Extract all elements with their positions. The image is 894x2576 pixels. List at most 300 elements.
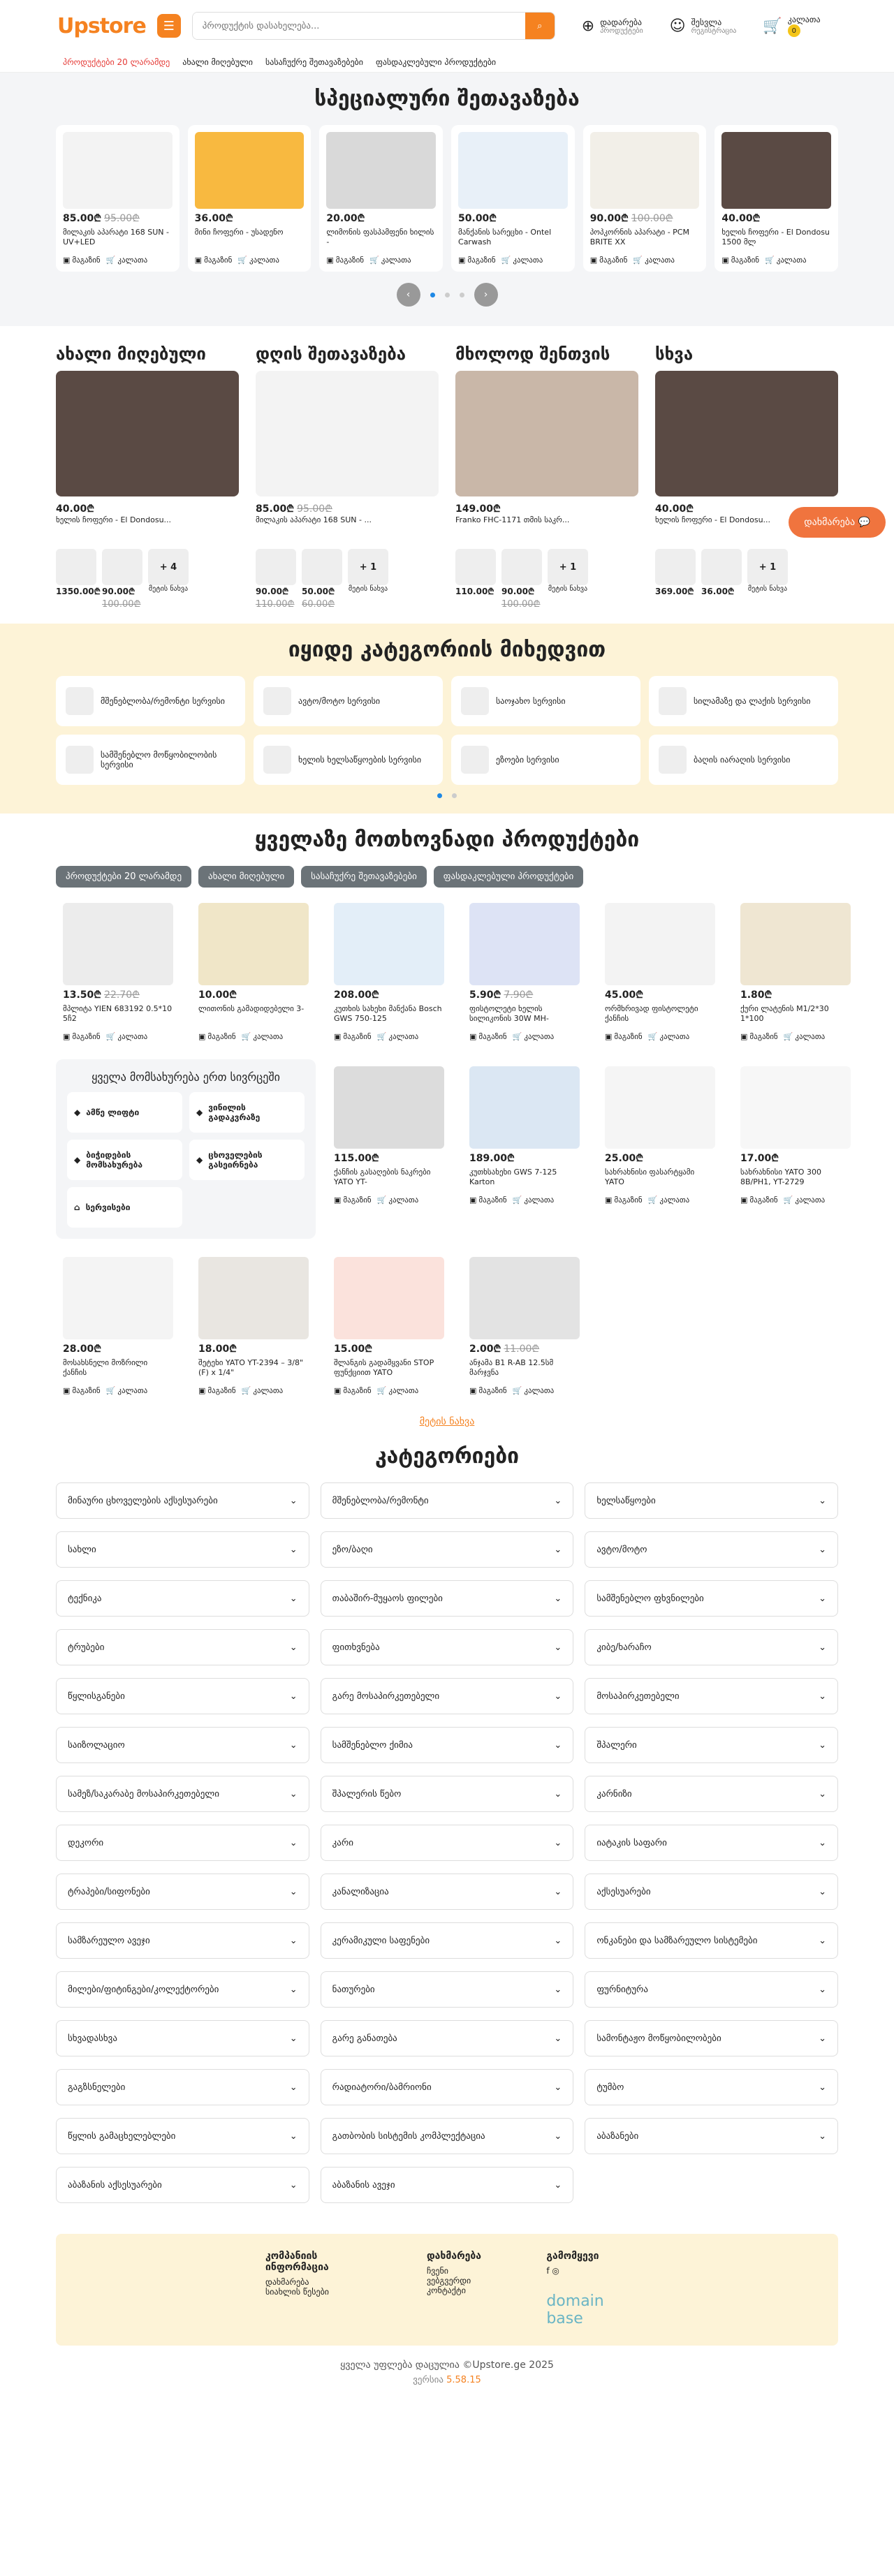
category-label: კიბე/ხარაჩო bbox=[596, 1642, 652, 1653]
product-image[interactable] bbox=[469, 1066, 580, 1149]
product-image[interactable] bbox=[721, 132, 831, 209]
service-icon: ◆ bbox=[196, 1155, 203, 1165]
add-to-cart-button[interactable] bbox=[513, 1032, 555, 1041]
buy-button[interactable] bbox=[458, 256, 496, 265]
product-name[interactable]: სახრახნისი ფასარტყამი YATO bbox=[605, 1168, 695, 1187]
old-price: 22.70₾ bbox=[104, 989, 140, 1001]
mini-image[interactable] bbox=[256, 549, 296, 585]
product-image[interactable] bbox=[326, 132, 436, 209]
category-accordion-item[interactable] bbox=[585, 2069, 838, 2105]
mini-price: 90.00₾ bbox=[256, 587, 289, 596]
add-to-cart-button[interactable] bbox=[784, 1195, 826, 1205]
product-card[interactable] bbox=[56, 896, 180, 1048]
cart-label: კალათა bbox=[524, 1386, 555, 1395]
chevron-down-icon: ⌄ bbox=[289, 1495, 298, 1506]
cart-icon: 🛒 bbox=[512, 1032, 522, 1041]
category-accordion-item[interactable] bbox=[585, 1825, 838, 1861]
category-accordion-item[interactable] bbox=[56, 1922, 309, 1959]
product-name[interactable]: პოპკორნის აპარატი - PCM BRITE XX bbox=[589, 228, 689, 247]
category-accordion-item[interactable] bbox=[56, 2020, 309, 2056]
category-label: კანალიზაცია bbox=[332, 1886, 389, 1897]
service-icon: ⌂ bbox=[74, 1202, 80, 1212]
facebook-icon[interactable]: f ◎ bbox=[546, 2266, 559, 2276]
mini-product[interactable] bbox=[256, 549, 296, 610]
column-title: ახალი მიღებული bbox=[56, 344, 206, 364]
category-accordion-item[interactable] bbox=[321, 1482, 574, 1519]
category-accordion-item[interactable] bbox=[585, 1580, 838, 1617]
compare-icon: ⊕ bbox=[581, 17, 595, 35]
chevron-down-icon: ⌄ bbox=[289, 1593, 298, 1604]
category-label: ტრაპები/სიფონები bbox=[68, 1886, 150, 1897]
mini-image[interactable] bbox=[302, 549, 342, 585]
category-card[interactable] bbox=[649, 735, 838, 785]
category-accordion-item[interactable] bbox=[585, 1482, 838, 1519]
category-grid bbox=[0, 676, 894, 785]
see-all-link[interactable]: მეტის ნახვა bbox=[419, 1416, 475, 1427]
category-card[interactable] bbox=[56, 676, 245, 726]
mini-product[interactable] bbox=[701, 549, 742, 597]
chevron-down-icon: ⌄ bbox=[554, 2130, 562, 2142]
product-card[interactable] bbox=[598, 896, 722, 1048]
featured-image[interactable] bbox=[455, 371, 638, 496]
mini-old-price: 100.00₾ bbox=[501, 599, 541, 610]
mini-product[interactable] bbox=[302, 549, 342, 610]
category-accordion-item[interactable] bbox=[321, 1874, 574, 1910]
category-accordion-item[interactable] bbox=[56, 1727, 309, 1763]
buy-button[interactable] bbox=[334, 1032, 372, 1041]
filter-chip[interactable]: პროდუქტები 20 ლარამდე bbox=[56, 866, 191, 888]
category-accordion-item[interactable] bbox=[56, 1825, 309, 1861]
prev-arrow-icon[interactable]: ‹ bbox=[397, 283, 420, 307]
product-price: 208.00₾ bbox=[334, 989, 379, 1001]
buy-button[interactable] bbox=[740, 1032, 778, 1041]
mini-image[interactable] bbox=[701, 549, 742, 585]
product-image[interactable] bbox=[605, 903, 715, 985]
mini-image[interactable] bbox=[455, 549, 496, 585]
buy-button[interactable] bbox=[740, 1195, 778, 1205]
category-accordion-item[interactable] bbox=[585, 1922, 838, 1959]
product-card[interactable] bbox=[462, 1059, 587, 1239]
old-price: 11.00₾ bbox=[504, 1344, 540, 1355]
add-to-cart-button[interactable] bbox=[242, 1386, 284, 1395]
category-card[interactable] bbox=[649, 676, 838, 726]
buy-button[interactable] bbox=[605, 1032, 643, 1041]
mini-products bbox=[56, 549, 239, 610]
category-label: მშენებლობა/რემონტი სერვისი bbox=[101, 696, 225, 706]
product-name[interactable]: სახრახნისი YATO 300 8B/PH1, YT-2729 bbox=[740, 1168, 821, 1187]
product-image[interactable] bbox=[63, 132, 173, 209]
category-card[interactable] bbox=[254, 676, 443, 726]
product-image[interactable] bbox=[469, 903, 580, 985]
category-label: მოსაპირკეთებელი bbox=[596, 1691, 680, 1702]
product-actions bbox=[721, 256, 831, 265]
login-link[interactable] bbox=[670, 17, 737, 35]
nav-item[interactable]: სასაჩუქრე შეთავაზებები bbox=[265, 57, 363, 67]
nav-item[interactable]: პროდუქტები 20 ლარამდე bbox=[63, 57, 170, 67]
chevron-down-icon: ⌄ bbox=[819, 1544, 826, 1555]
category-card[interactable] bbox=[451, 676, 640, 726]
product-price: 15.00₾ bbox=[334, 1344, 373, 1355]
carousel-dot[interactable] bbox=[452, 793, 457, 798]
product-name[interactable]: შეტეხი YATO YT-2394 – 3/8"(F) x 1/4" bbox=[198, 1358, 304, 1378]
mini-price: 369.00₾ bbox=[655, 587, 694, 596]
product-name[interactable]: ქანჩის გასაღების ნაკრები YATO YT- bbox=[334, 1168, 431, 1187]
product-card[interactable] bbox=[191, 896, 316, 1048]
add-to-cart-button[interactable] bbox=[237, 256, 279, 265]
product-image[interactable] bbox=[740, 903, 851, 985]
add-to-cart-button[interactable] bbox=[648, 1195, 690, 1205]
buy-button[interactable] bbox=[326, 256, 364, 265]
category-accordion-item[interactable] bbox=[56, 1776, 309, 1812]
product-image[interactable] bbox=[458, 132, 568, 209]
more-wrap bbox=[348, 549, 388, 610]
category-section bbox=[0, 624, 894, 814]
cart-link[interactable] bbox=[763, 15, 820, 37]
filter-chip[interactable]: ფასდაკლებული პროდუქტები bbox=[434, 866, 583, 888]
buy-button[interactable] bbox=[63, 256, 101, 265]
shop-icon: ▣ bbox=[605, 1195, 613, 1205]
footer-link[interactable]: ჩვენი ვებგვერდი bbox=[427, 2266, 471, 2286]
service-item[interactable] bbox=[189, 1092, 305, 1133]
mini-product[interactable] bbox=[56, 549, 101, 610]
category-card[interactable] bbox=[56, 735, 245, 785]
cart-icon: 🛒 bbox=[512, 1386, 522, 1395]
more-button[interactable]: + 1 bbox=[747, 549, 788, 585]
mini-image[interactable] bbox=[56, 549, 96, 585]
mini-product[interactable] bbox=[102, 549, 142, 610]
cart-icon: 🛒 bbox=[512, 1195, 522, 1205]
carousel-dot[interactable] bbox=[445, 293, 450, 297]
product-image[interactable] bbox=[334, 903, 444, 985]
product-name[interactable]: ანჯამა B1 R-AB 12.5სმ მარჯვნა bbox=[469, 1358, 554, 1378]
product-card[interactable] bbox=[598, 1059, 722, 1239]
product-card[interactable] bbox=[319, 125, 443, 272]
product-card[interactable] bbox=[327, 1250, 451, 1402]
product-price: 40.00₾ bbox=[655, 503, 694, 515]
popular-section bbox=[0, 814, 894, 1441]
service-icon: ◆ bbox=[74, 1155, 81, 1165]
shop-icon: ▣ bbox=[334, 1386, 342, 1395]
category-accordion-item[interactable] bbox=[321, 1922, 574, 1959]
category-accordion-item[interactable] bbox=[321, 1776, 574, 1812]
search-icon[interactable]: ⌕ bbox=[525, 13, 555, 39]
cart-label: კალათა bbox=[381, 256, 411, 265]
cart-icon: 🛒 bbox=[633, 256, 643, 265]
mini-old-price: 100.00₾ bbox=[102, 599, 141, 610]
category-accordion-item[interactable] bbox=[56, 1678, 309, 1714]
category-accordion-item[interactable] bbox=[585, 1776, 838, 1812]
compare-link[interactable] bbox=[582, 17, 643, 35]
mini-product[interactable] bbox=[501, 549, 542, 610]
category-accordion-item[interactable] bbox=[321, 1727, 574, 1763]
category-accordion-item[interactable] bbox=[56, 1874, 309, 1910]
featured-image[interactable] bbox=[256, 371, 439, 496]
category-icon bbox=[659, 687, 687, 715]
category-label: გარე მოსაპირკეთებელი bbox=[332, 1691, 440, 1702]
category-accordion-item[interactable] bbox=[56, 2118, 309, 2154]
category-label: კერამიკული საფენები bbox=[332, 1935, 430, 1946]
product-card[interactable] bbox=[451, 125, 575, 272]
logo[interactable]: Upstore bbox=[57, 13, 146, 38]
category-accordion-item[interactable] bbox=[585, 1971, 838, 2008]
buy-button[interactable] bbox=[334, 1195, 372, 1205]
product-name[interactable]: ლიმონის ფასპამფენი ხილის - bbox=[326, 228, 434, 247]
add-to-cart-button[interactable] bbox=[513, 1195, 555, 1205]
product-card[interactable] bbox=[733, 1059, 858, 1239]
cart-label: კალათა bbox=[388, 1032, 419, 1041]
four-columns bbox=[0, 326, 894, 624]
mini-product[interactable] bbox=[455, 549, 496, 610]
mini-product[interactable] bbox=[655, 549, 696, 597]
product-image[interactable] bbox=[740, 1066, 851, 1149]
buy-button[interactable] bbox=[605, 1195, 643, 1205]
footer-link[interactable]: სიახლის წესები bbox=[265, 2287, 330, 2297]
buy-button[interactable] bbox=[198, 1032, 236, 1041]
product-name[interactable]: კუთხის სახეხი მანქანა Bosch GWS 750-125 bbox=[334, 1004, 442, 1024]
category-dots bbox=[0, 785, 894, 798]
product-name[interactable]: მოსახსნელი მოზრილი ქანჩის bbox=[63, 1358, 148, 1378]
buy-button[interactable] bbox=[469, 1386, 507, 1395]
add-to-cart-button[interactable] bbox=[106, 1386, 148, 1395]
chevron-down-icon: ⌄ bbox=[289, 1935, 298, 1946]
mini-price: 110.00₾ bbox=[455, 587, 494, 596]
product-price: 149.00₾ bbox=[455, 503, 501, 515]
buy-label: მაგაზინ bbox=[207, 1386, 236, 1395]
add-to-cart-button[interactable] bbox=[377, 1195, 419, 1205]
mini-image[interactable] bbox=[655, 549, 696, 585]
footer-link[interactable]: კონტაქტი bbox=[427, 2286, 466, 2295]
carousel-dot[interactable] bbox=[460, 293, 464, 297]
feature-column bbox=[56, 344, 239, 610]
category-accordion-item[interactable] bbox=[585, 2118, 838, 2154]
next-arrow-icon[interactable]: › bbox=[474, 283, 498, 307]
category-accordion-item[interactable] bbox=[56, 1971, 309, 2008]
filter-chip[interactable]: სასაჩუქრე შეთავაზებები bbox=[301, 866, 427, 888]
product-image[interactable] bbox=[63, 1257, 173, 1339]
product-image[interactable] bbox=[334, 1066, 444, 1149]
special-offers-section bbox=[0, 73, 894, 326]
product-image[interactable] bbox=[63, 903, 173, 985]
add-to-cart-button[interactable] bbox=[377, 1032, 419, 1041]
chevron-down-icon: ⌄ bbox=[289, 1691, 298, 1702]
buy-button[interactable] bbox=[469, 1032, 507, 1041]
mini-image[interactable] bbox=[501, 549, 542, 585]
product-image[interactable] bbox=[198, 1257, 309, 1339]
add-to-cart-button[interactable] bbox=[106, 1032, 148, 1041]
buy-label: მაგაზინ bbox=[478, 1032, 507, 1041]
cart-label: კალათა bbox=[388, 1386, 419, 1395]
help-chat-button[interactable]: დახმარება 💬 bbox=[789, 507, 886, 538]
mini-price: 50.00₾ bbox=[302, 587, 335, 596]
category-accordion-item[interactable] bbox=[56, 1580, 309, 1617]
featured-image[interactable] bbox=[655, 371, 838, 496]
add-to-cart-button[interactable] bbox=[369, 256, 411, 265]
category-card[interactable] bbox=[254, 735, 443, 785]
product-card[interactable] bbox=[715, 125, 838, 272]
product-name[interactable]: კუთხსახეხი GWS 7-125 Karton bbox=[469, 1168, 557, 1187]
service-item[interactable] bbox=[67, 1140, 182, 1180]
compare-label: დადარება bbox=[600, 17, 642, 27]
category-accordion-item[interactable] bbox=[56, 1482, 309, 1519]
product-name[interactable]: მილაკის აპარატი 168 SUN - UV+LED bbox=[63, 228, 169, 247]
nav-item[interactable]: ფასდაკლებული პროდუქტები bbox=[375, 57, 497, 67]
service-label: ცხოველების გასეირნება bbox=[208, 1150, 263, 1170]
filter-chip[interactable]: ახალი მიღებული bbox=[198, 866, 294, 888]
add-to-cart-button[interactable] bbox=[106, 256, 148, 265]
category-accordion-item[interactable] bbox=[585, 1678, 838, 1714]
category-accordion-item[interactable] bbox=[321, 2069, 574, 2105]
category-accordion-item[interactable] bbox=[321, 1531, 574, 1568]
category-card[interactable] bbox=[451, 735, 640, 785]
more-button[interactable]: + 1 bbox=[548, 549, 588, 585]
category-accordion-item[interactable] bbox=[321, 1678, 574, 1714]
service-item[interactable] bbox=[67, 1092, 182, 1133]
featured-image[interactable] bbox=[56, 371, 239, 496]
category-label: მილები/ფიტინგები/კოლექტორები bbox=[68, 1984, 219, 1995]
product-price: 36.00₾ bbox=[194, 213, 233, 224]
product-card[interactable] bbox=[733, 896, 858, 1048]
cart-icon: 🛒 bbox=[765, 256, 775, 265]
menu-icon[interactable]: ☰ bbox=[157, 14, 181, 38]
add-to-cart-button[interactable] bbox=[784, 1032, 826, 1041]
more-label[interactable]: მეტის ნახვა bbox=[747, 585, 788, 593]
section-title: ყველაზე მოთხოვნადი პროდუქტები bbox=[254, 827, 640, 852]
product-name[interactable]: Franko FHC-1171 თმის საკრ... bbox=[455, 515, 570, 524]
buy-button[interactable] bbox=[63, 1386, 101, 1395]
more-button[interactable]: + 4 bbox=[148, 549, 189, 585]
category-accordion-item[interactable] bbox=[56, 1629, 309, 1665]
product-name[interactable]: მილაკის აპარატი 168 SUN - ... bbox=[256, 515, 372, 524]
more-label[interactable]: მეტის ნახვა bbox=[148, 585, 189, 593]
buy-label: მაგაზინ bbox=[599, 256, 628, 265]
product-image[interactable] bbox=[198, 903, 309, 985]
product-name[interactable]: შლანგის გადამყვანი STOP ფუნქციით YATO bbox=[334, 1358, 434, 1378]
shop-icon: ▣ bbox=[194, 256, 203, 265]
mini-image[interactable] bbox=[102, 549, 142, 585]
add-to-cart-button[interactable] bbox=[501, 256, 543, 265]
buy-button[interactable] bbox=[590, 256, 628, 265]
login-label: შესვლა bbox=[691, 17, 722, 27]
product-image[interactable] bbox=[334, 1257, 444, 1339]
category-accordion-item[interactable] bbox=[321, 2167, 574, 2203]
more-button[interactable]: + 1 bbox=[348, 549, 388, 585]
nav-item[interactable]: ახალი მიღებული bbox=[182, 57, 254, 67]
category-accordion-item[interactable] bbox=[585, 1531, 838, 1568]
add-to-cart-button[interactable] bbox=[648, 1032, 690, 1041]
category-accordion-item[interactable] bbox=[585, 1727, 838, 1763]
category-accordion-item[interactable] bbox=[585, 1629, 838, 1665]
product-card[interactable] bbox=[327, 1059, 451, 1239]
category-label: სამეზ/საკარაბე მოსაპირკეთებელი bbox=[68, 1788, 219, 1799]
carousel-dot[interactable] bbox=[437, 793, 442, 798]
category-accordion-item[interactable] bbox=[321, 1580, 574, 1617]
product-price: 2.00₾ 11.00₾ bbox=[469, 1344, 540, 1355]
category-label: შპალერის წებო bbox=[332, 1788, 402, 1799]
product-name[interactable]: ლითონის გამადიდებელი 3- bbox=[198, 1004, 305, 1013]
product-card[interactable] bbox=[191, 1250, 316, 1402]
footer-heading: გამომყევი bbox=[546, 2251, 599, 2262]
shop-icon: ▣ bbox=[721, 256, 729, 265]
product-card[interactable] bbox=[56, 125, 179, 272]
footer-link[interactable]: დახმარება bbox=[265, 2277, 309, 2287]
buy-button[interactable] bbox=[721, 256, 759, 265]
add-to-cart-button[interactable] bbox=[377, 1386, 419, 1395]
chevron-down-icon: ⌄ bbox=[819, 1788, 826, 1799]
add-to-cart-button[interactable] bbox=[633, 256, 675, 265]
product-name[interactable]: ფისტოლეტი ხელის სილიკონის 30W MH- bbox=[469, 1004, 549, 1024]
category-accordion-item[interactable] bbox=[321, 1971, 574, 2008]
product-card[interactable] bbox=[462, 1250, 587, 1402]
product-price: 50.00₾ bbox=[458, 213, 497, 224]
buy-button[interactable] bbox=[334, 1386, 372, 1395]
category-accordion-item[interactable] bbox=[56, 2167, 309, 2203]
product-card[interactable] bbox=[462, 896, 587, 1048]
category-accordion-item[interactable] bbox=[321, 2020, 574, 2056]
more-label[interactable]: მეტის ნახვა bbox=[548, 585, 588, 593]
cart-icon: 🛒 bbox=[647, 1195, 658, 1205]
product-image[interactable] bbox=[605, 1066, 715, 1149]
product-image[interactable] bbox=[195, 132, 305, 209]
product-name[interactable]: ხელის ჩოფერი - El Dondosu... bbox=[655, 515, 771, 524]
product-name[interactable]: მანქანის სარეცხი - Ontel Carwash bbox=[458, 228, 552, 247]
service-item[interactable] bbox=[67, 1187, 182, 1228]
category-label: ეზოები სერვისი bbox=[496, 755, 559, 765]
buy-button[interactable] bbox=[469, 1195, 507, 1205]
product-name[interactable]: მინი ჩოფერი - უსადენო bbox=[194, 228, 284, 237]
product-name[interactable]: ქური ლატენის M1/2*30 1*100 bbox=[740, 1004, 829, 1024]
category-accordion-item[interactable] bbox=[585, 1874, 838, 1910]
category-label: ეზო/ბაღი bbox=[332, 1544, 373, 1555]
old-price: 100.00₾ bbox=[631, 213, 673, 224]
product-name[interactable]: ორმხრივად ფისტოლეტი ქანჩის bbox=[605, 1004, 698, 1024]
cart-label: კალათა bbox=[795, 1195, 826, 1205]
carousel-dot[interactable] bbox=[430, 293, 435, 297]
product-name[interactable]: ხელის ჩოფერი - El Dondosu 1500 მლ bbox=[721, 228, 830, 247]
category-label: სხვადასხვა bbox=[68, 2033, 117, 2044]
chevron-down-icon: ⌄ bbox=[289, 2082, 298, 2093]
header bbox=[0, 0, 894, 52]
search-input[interactable] bbox=[193, 13, 525, 39]
service-label: ვინილის გადაკვრაზე bbox=[208, 1103, 261, 1122]
service-item[interactable] bbox=[189, 1140, 305, 1180]
product-card[interactable] bbox=[56, 1250, 180, 1402]
cart-icon: 🛒 bbox=[105, 1386, 116, 1395]
add-to-cart-button[interactable] bbox=[513, 1386, 555, 1395]
product-name[interactable]: ხელის ჩოფერი - El Dondosu... bbox=[56, 515, 172, 524]
product-card[interactable] bbox=[583, 125, 707, 272]
category-accordion-item[interactable] bbox=[585, 2020, 838, 2056]
product-card[interactable] bbox=[327, 896, 451, 1048]
add-to-cart-button[interactable] bbox=[765, 256, 807, 265]
category-accordion-item[interactable] bbox=[321, 1825, 574, 1861]
special-cards bbox=[0, 125, 894, 272]
product-name[interactable]: მპლიტა YIEN 683192 0.5*10 5ჩ2 bbox=[63, 1004, 173, 1024]
category-accordion-item[interactable] bbox=[321, 2118, 574, 2154]
category-accordion-item[interactable] bbox=[56, 1531, 309, 1568]
buy-button[interactable] bbox=[63, 1032, 101, 1041]
product-image[interactable] bbox=[590, 132, 700, 209]
product-card[interactable] bbox=[188, 125, 312, 272]
category-accordion-item[interactable] bbox=[321, 1629, 574, 1665]
buy-button[interactable] bbox=[198, 1386, 236, 1395]
buy-label: მაგაზინ bbox=[207, 1032, 236, 1041]
more-label[interactable]: მეტის ნახვა bbox=[348, 585, 388, 593]
add-to-cart-button[interactable] bbox=[242, 1032, 284, 1041]
product-image[interactable] bbox=[469, 1257, 580, 1339]
category-accordion-item[interactable] bbox=[56, 2069, 309, 2105]
old-price: 95.00₾ bbox=[104, 213, 140, 224]
buy-button[interactable] bbox=[195, 256, 233, 265]
